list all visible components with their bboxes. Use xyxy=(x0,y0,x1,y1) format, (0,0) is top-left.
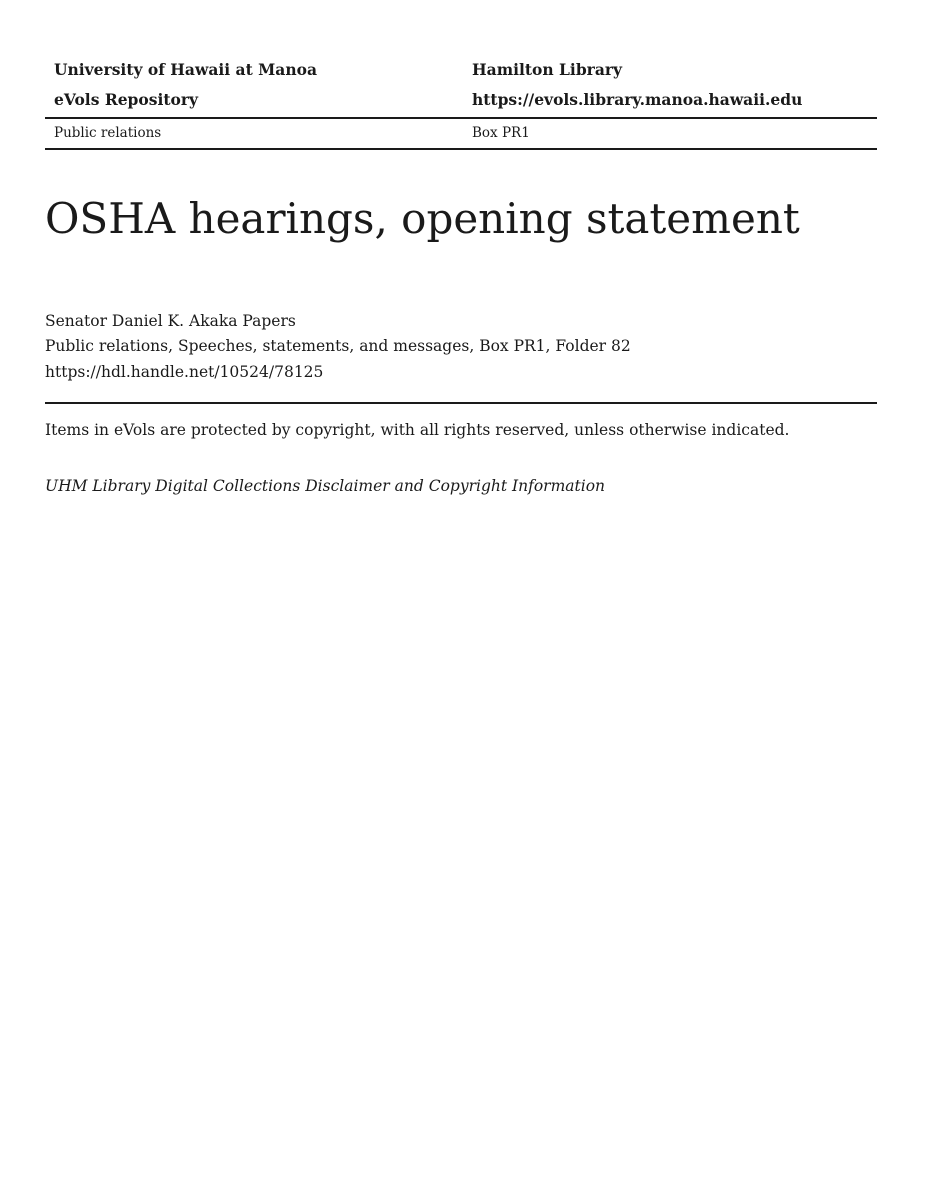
header-right-column xyxy=(463,55,877,115)
citation-location: Public relations, Speeches, statements, and messages, Box PR1, Folder 82 xyxy=(45,337,631,356)
handle-url-link[interactable]: https://hdl.handle.net/10524/78125 xyxy=(45,362,324,381)
citation-block xyxy=(45,309,877,386)
header-main-row xyxy=(45,55,877,119)
institution-name: University of Hawaii at Manoa xyxy=(54,60,317,79)
citation-collection-name: Senator Daniel K. Akaka Papers xyxy=(45,311,296,330)
box-label: Box PR1 xyxy=(472,125,530,141)
collection-label: Public relations xyxy=(54,125,162,141)
repository-header xyxy=(45,55,877,150)
repository-name: eVols Repository xyxy=(54,90,199,109)
header-sub-row xyxy=(45,119,877,150)
disclaimer-copyright-link[interactable]: UHM Library Digital Collections Disclaimer and Copyright Information xyxy=(45,476,606,495)
disclaimer-line xyxy=(45,474,877,500)
header-left-column xyxy=(45,55,463,115)
repository-url-link[interactable]: https://evols.library.manoa.hawaii.edu xyxy=(472,90,803,109)
document-title: OSHA hearings, opening statement xyxy=(45,194,800,243)
library-name: Hamilton Library xyxy=(472,60,623,79)
divider-rule xyxy=(45,402,877,404)
copyright-notice: Items in eVols are protected by copyright, with all rights reserved, unless otherwise indicated. xyxy=(45,421,790,440)
